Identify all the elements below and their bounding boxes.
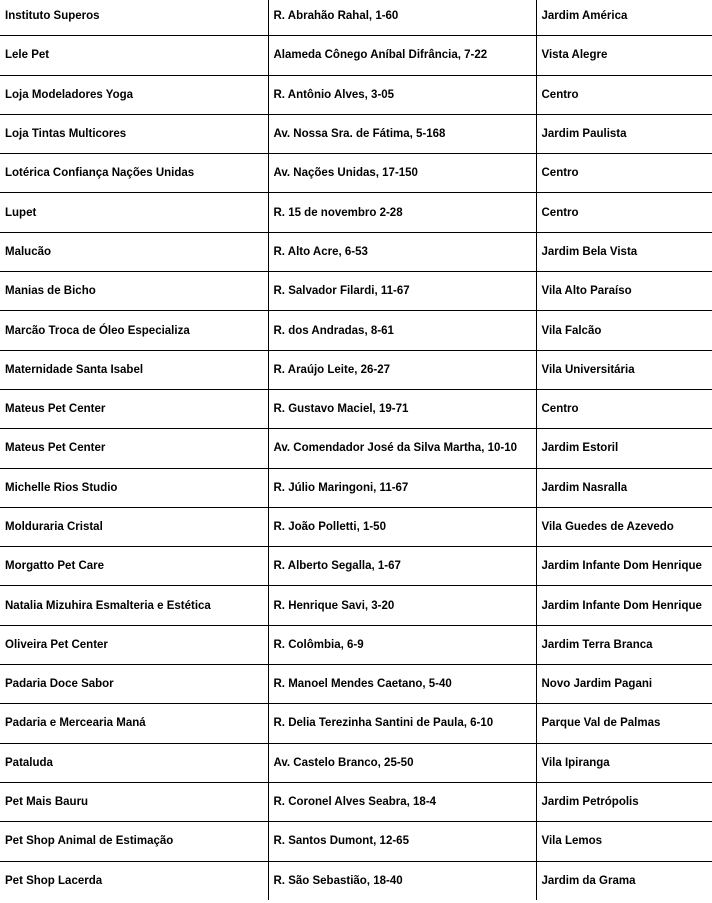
address-cell: R. Júlio Maringoni, 11-67 [268,468,536,507]
address-cell: Av. Nossa Sra. de Fátima, 5-168 [268,114,536,153]
table-row [0,311,712,350]
table-row [0,389,712,428]
table-row [0,704,712,743]
business-name-cell: Padaria e Mercearia Maná [0,704,268,743]
address-cell: R. Abrahão Rahal, 1-60 [268,0,536,36]
business-name-cell: Pet Shop Animal de Estimação [0,822,268,861]
business-name-cell: Maternidade Santa Isabel [0,350,268,389]
business-name-cell: Instituto Superos [0,0,268,36]
district-cell: Jardim Nasralla [536,468,712,507]
table-row [0,625,712,664]
table-row [0,665,712,704]
business-name-cell: Loja Modeladores Yoga [0,75,268,114]
address-cell: R. Henrique Savi, 3-20 [268,586,536,625]
address-cell: Alameda Cônego Aníbal Difrância, 7-22 [268,36,536,75]
table-row [0,861,712,900]
table-row [0,547,712,586]
table-row [0,350,712,389]
business-name-cell: Marcão Troca de Óleo Especializa [0,311,268,350]
table-row [0,782,712,821]
business-name-cell: Natalia Mizuhira Esmalteria e Estética [0,586,268,625]
table-row [0,75,712,114]
address-cell: R. São Sebastião, 18-40 [268,861,536,900]
district-cell: Jardim da Grama [541,874,636,887]
business-name-cell: Malucão [0,232,268,271]
address-cell: Av. Nações Unidas, 17-150 [268,154,536,193]
address-cell: R. Manoel Mendes Caetano, 5-40 [268,665,536,704]
address-cell: R. Araújo Leite, 26-27 [268,350,536,389]
table-row [0,743,712,782]
district-cell: Jardim Bela Vista [536,232,712,271]
table-row [0,193,712,232]
table-row [0,114,712,153]
district-cell: Jardim Terra Branca [536,625,712,664]
table-row [0,272,712,311]
district-cell: Centro [536,193,712,232]
district-cell: Vila Guedes de Azevedo [536,507,712,546]
business-name-cell: Pet Mais Bauru [0,782,268,821]
district-cell: Vila Universitária [536,350,712,389]
district-cell: Centro [536,75,712,114]
address-cell: R. Gustavo Maciel, 19-71 [268,389,536,428]
district-cell: Jardim Infante Dom Henrique [536,547,712,586]
business-name-cell: Mateus Pet Center [0,389,268,428]
district-cell: Vista Alegre [536,36,712,75]
address-cell: R. Antônio Alves, 3-05 [268,75,536,114]
business-name-cell: Mateus Pet Center [0,429,268,468]
table-row [0,822,712,861]
district-cell: Jardim Infante Dom Henrique [536,586,712,625]
district-cell: Jardim Petrópolis [536,782,712,821]
district-cell: Centro [536,154,712,193]
table-row [0,0,712,36]
table-row [0,154,712,193]
table-row [0,586,712,625]
business-name-cell: Lele Pet [0,36,268,75]
district-cell: Jardim América [536,0,712,36]
district-cell: Vila Falcão [536,311,712,350]
district-cell: Centro [536,389,712,428]
business-name-cell: Molduraria Cristal [0,507,268,546]
address-cell: R. 15 de novembro 2-28 [268,193,536,232]
address-cell: Av. Castelo Branco, 25-50 [268,743,536,782]
table-row [0,468,712,507]
address-cell: R. João Polletti, 1-50 [268,507,536,546]
business-name-cell: Michelle Rios Studio [0,468,268,507]
business-name-cell: Padaria Doce Sabor [0,665,268,704]
district-cell: Novo Jardim Pagani [536,665,712,704]
table-row [0,429,712,468]
business-name-cell: Pataluda [0,743,268,782]
district-cell: Vila Alto Paraíso [536,272,712,311]
address-cell: R. Colômbia, 6-9 [268,625,536,664]
address-cell: R. Alberto Segalla, 1-67 [268,547,536,586]
business-name-cell: Lotérica Confiança Nações Unidas [0,154,268,193]
table-row [0,507,712,546]
district-cell: Parque Val de Palmas [536,704,712,743]
address-cell: R. Delia Terezinha Santini de Paula, 6-10 [268,704,536,743]
table-row [0,36,712,75]
address-cell: R. Salvador Filardi, 11-67 [268,272,536,311]
address-cell: R. Santos Dumont, 12-65 [268,822,536,861]
address-cell: R. Coronel Alves Seabra, 18-4 [268,782,536,821]
business-name-cell: Morgatto Pet Care [0,547,268,586]
business-name-cell: Pet Shop Lacerda [0,861,268,900]
district-cell: Vila Ipiranga [536,743,712,782]
business-name-cell: Lupet [0,193,268,232]
address-cell: R. dos Andradas, 8-61 [268,311,536,350]
business-name-cell: Manias de Bicho [0,272,268,311]
district-cell: Jardim Paulista [536,114,712,153]
district-cell: Vila Lemos [536,822,712,861]
address-cell: R. Alto Acre, 6-53 [268,232,536,271]
business-name-cell: Loja Tintas Multicores [0,114,268,153]
address-cell: Av. Comendador José da Silva Martha, 10-10 [268,429,536,468]
business-name-cell: Oliveira Pet Center [0,625,268,664]
table-row [0,232,712,271]
district-cell: Jardim Estoril [536,429,712,468]
